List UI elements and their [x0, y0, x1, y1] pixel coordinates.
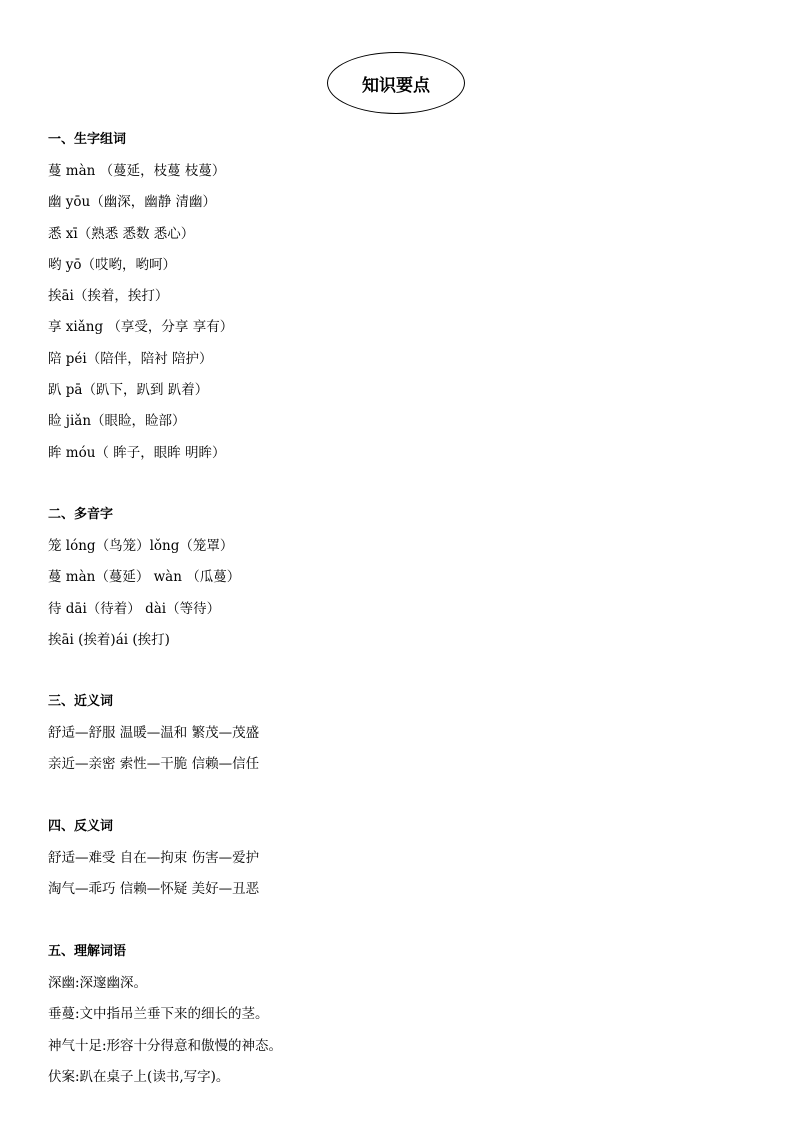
- section-new-characters: [48, 130, 233, 474]
- section-heading: 五、理解词语: [48, 944, 127, 959]
- title-oval: [327, 52, 465, 114]
- page-title: 知识要点: [362, 75, 430, 96]
- section-heading: 四、反义词: [48, 819, 114, 834]
- list-item: 神气十足:形容十分得意和傲慢的神态。: [48, 1037, 283, 1054]
- list-item: 垂蔓:文中指吊兰垂下来的细长的茎。: [48, 1006, 269, 1023]
- list-item: 舒适—舒服 温暖—温和 繁茂—茂盛: [48, 725, 260, 741]
- list-item: 亲近—亲密 索性—干脆 信赖—信任: [48, 756, 260, 773]
- section-polyphonic: [48, 505, 240, 661]
- section-antonyms: [48, 817, 259, 911]
- list-item: 幽 yōu（幽深，幽静 清幽）: [48, 194, 217, 211]
- list-item: 舒适—难受 自在—拘束 伤害—爱护: [48, 850, 260, 866]
- list-item: 哟 yō（哎哟，哟呵）: [48, 256, 177, 273]
- section-heading: 二、多音字: [48, 507, 114, 522]
- list-item: 眸 móu（ 眸子，眼眸 明眸）: [48, 444, 226, 461]
- list-item: 挨āi（挨着，挨打）: [48, 288, 169, 305]
- list-item: 伏案:趴在桌子上(读书,写字)。: [48, 1068, 230, 1085]
- list-item: 悉 xī（熟悉 悉数 悉心）: [48, 225, 195, 242]
- section-heading: 一、生字组词: [48, 132, 127, 147]
- list-item: 待 dāi（待着） dài（等待）: [48, 600, 221, 617]
- list-item: 深幽:深邃幽深。: [48, 975, 148, 991]
- list-item: 蔓 màn（蔓延） wàn （瓜蔓）: [48, 569, 241, 586]
- section-word-meanings: [48, 942, 282, 1098]
- section-synonyms: [48, 692, 259, 786]
- list-item: 淘气—乖巧 信赖—怀疑 美好—丑恶: [48, 881, 260, 898]
- section-heading: 三、近义词: [48, 694, 114, 709]
- list-item: 陪 péi（陪伴，陪衬 陪护）: [48, 350, 213, 367]
- list-item: 享 xiǎng （享受，分享 享有）: [48, 319, 234, 336]
- list-item: 笼 lóng（鸟笼）lǒng（笼罩）: [48, 538, 234, 554]
- list-item: 挨āi (挨着)ái (挨打): [48, 631, 170, 648]
- list-item: 蔓 màn （蔓延，枝蔓 枝蔓）: [48, 163, 226, 179]
- list-item: 睑 jiǎn（眼睑，睑部）: [48, 413, 186, 430]
- list-item: 趴 pā（趴下，趴到 趴着）: [48, 382, 209, 399]
